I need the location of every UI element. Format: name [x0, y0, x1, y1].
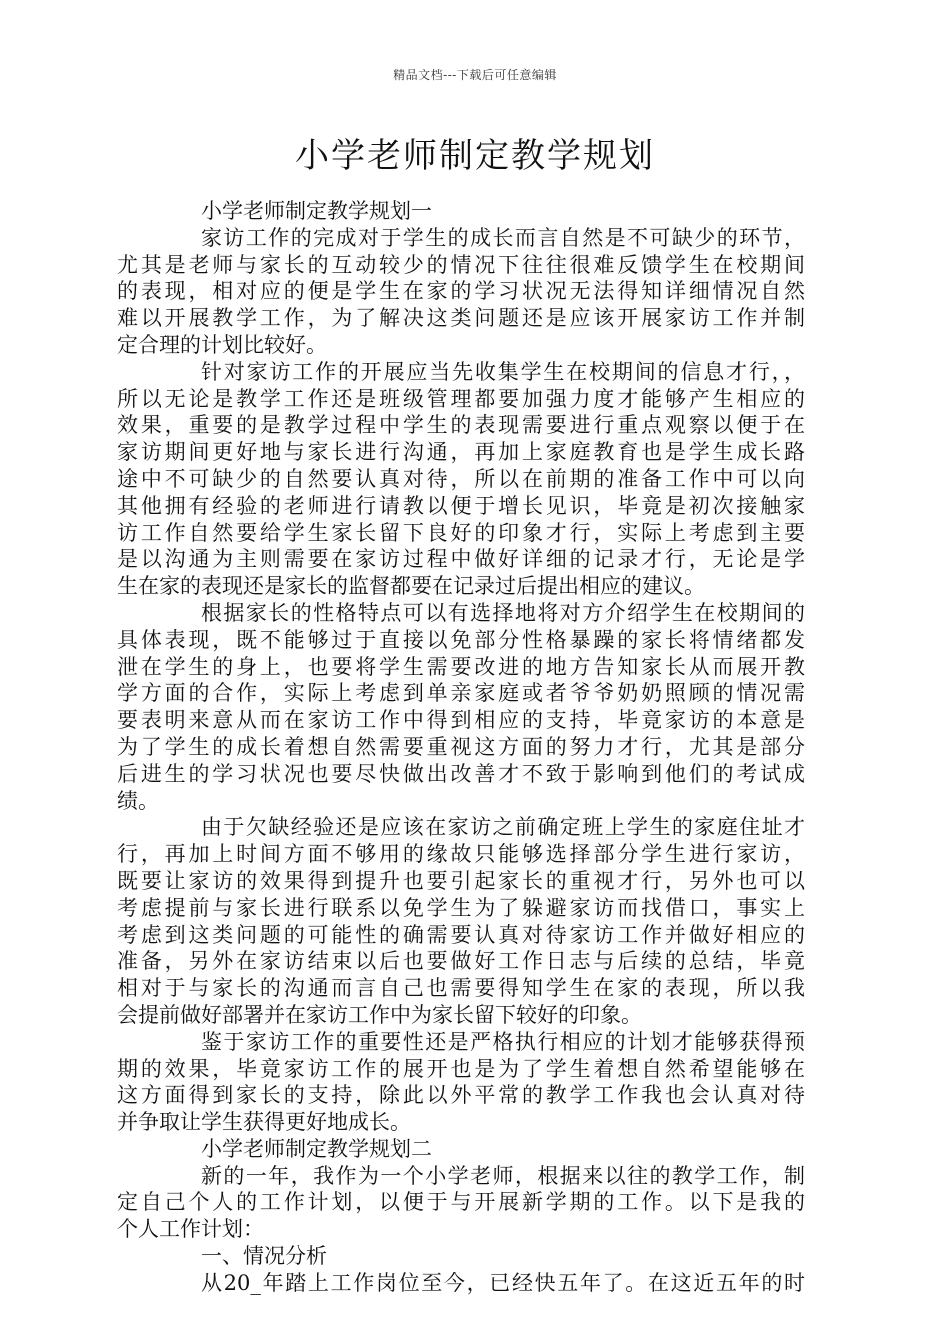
text-line: 一、情况分析	[201, 1244, 327, 1269]
text-line: 效果，重要的是教学过程中学生的表现需要进行重点观察以便于在	[117, 413, 805, 438]
text-line: 要表明来意从而在家访工作中得到相应的支持，毕竟家访的本意是	[117, 708, 805, 733]
text-line: 根据家长的性格特点可以有选择地将对方介绍学生在校期间的	[201, 600, 805, 625]
text-line: 定合理的计划比较好。	[117, 332, 327, 357]
text-line: 难以开展教学工作，为了解决这类问题还是应该开展家访工作并制	[117, 306, 805, 331]
text-line: 小学老师制定教学规划二	[201, 1136, 432, 1161]
text-line: 定自己个人的工作计划，以便于与开展新学期的工作。以下是我的	[117, 1190, 805, 1215]
text-line: 泄在学生的身上，也要将学生需要改进的地方告知家长从而展开教	[117, 654, 805, 679]
text-line: 所以无论是教学工作还是班级管理都要加强力度才能够产生相应的	[117, 386, 805, 411]
text-line: 这方面得到家长的支持，除此以外平常的教学工作我也会认真对待	[117, 1083, 805, 1108]
text-line: 家访期间更好地与家长进行沟通，再加上家庭教育也是学生成长路	[117, 440, 805, 465]
text-line: 由于欠缺经验还是应该在家访之前确定班上学生的家庭住址才	[201, 815, 805, 840]
text-line: 后进生的学习状况也要尽快做出改善才不致于影响到他们的考试成	[117, 761, 805, 786]
text-line: 针对家访工作的开展应当先收集学生在校期间的信息才行，，	[201, 359, 805, 384]
document-title: 小学老师制定教学规划	[295, 136, 655, 176]
text-line: 个人工作计划：	[117, 1217, 264, 1242]
text-line: 行，再加上时间方面不够用的缘故只能够选择部分学生进行家访，	[117, 842, 805, 867]
text-line: 期的效果，毕竟家访工作的展开也是为了学生着想自然希望能够在	[117, 1056, 805, 1081]
text-line: 的表现，相对应的便是学生在家的学习状况无法得知详细情况自然	[117, 279, 805, 304]
text-line: 会提前做好部署并在家访工作中为家长留下较好的印象。	[117, 1002, 642, 1027]
text-line: 学方面的合作，实际上考虑到单亲家庭或者爷爷奶奶照顾的情况需	[117, 681, 805, 706]
text-line: 考虑提前与家长进行联系以免学生为了躲避家访而找借口，事实上	[117, 895, 805, 920]
text-line: 家访工作的完成对于学生的成长而言自然是不可缺少的环节，	[201, 225, 805, 250]
text-line: 并争取让学生获得更好地成长。	[117, 1110, 411, 1135]
text-line: 尤其是老师与家长的互动较少的情况下往往很难反馈学生在校期间	[117, 252, 805, 277]
text-line: 鉴于家访工作的重要性还是严格执行相应的计划才能够获得预	[201, 1029, 805, 1054]
text-line: 其他拥有经验的老师进行请教以便于增长见识，毕竟是初次接触家	[117, 493, 805, 518]
text-line: 访工作自然要给学生家长留下良好的印象才行，实际上考虑到主要	[117, 520, 805, 545]
text-line: 既要让家访的效果得到提升也要引起家长的重视才行，另外也可以	[117, 868, 805, 893]
text-line: 为了学生的成长着想自然需要重视这方面的努力才行，尤其是部分	[117, 734, 805, 759]
text-line: 新的一年，我作为一个小学老师，根据来以往的教学工作，制	[201, 1163, 805, 1188]
text-line: 从20_年踏上工作岗位至今，已经快五年了。在这近五年的时	[201, 1270, 805, 1295]
text-line: 生在家的表现还是家长的监督都要在记录过后提出相应的建议。	[117, 574, 705, 599]
text-line: 是以沟通为主则需要在家访过程中做好详细的记录才行，无论是学	[117, 547, 805, 572]
text-line: 准备，另外在家访结束以后也要做好工作日志与后续的总结，毕竟	[117, 949, 805, 974]
text-line: 具体表现，既不能够过于直接以免部分性格暴躁的家长将情绪都发	[117, 627, 805, 652]
text-line: 小学老师制定教学规划一	[201, 199, 432, 223]
text-line: 途中不可缺少的自然要认真对待，所以在前期的准备工作中可以向	[117, 466, 805, 491]
text-line: 绩。	[117, 788, 159, 813]
text-line: 考虑到这类问题的可能性的确需要认真对待家访工作并做好相应的	[117, 922, 805, 947]
page-header-note: 精品文档---下载后可任意编辑	[393, 68, 557, 82]
document-body	[117, 198, 805, 1297]
text-line: 相对于与家长的沟通而言自己也需要得知学生在家的表现，所以我	[117, 976, 805, 1001]
